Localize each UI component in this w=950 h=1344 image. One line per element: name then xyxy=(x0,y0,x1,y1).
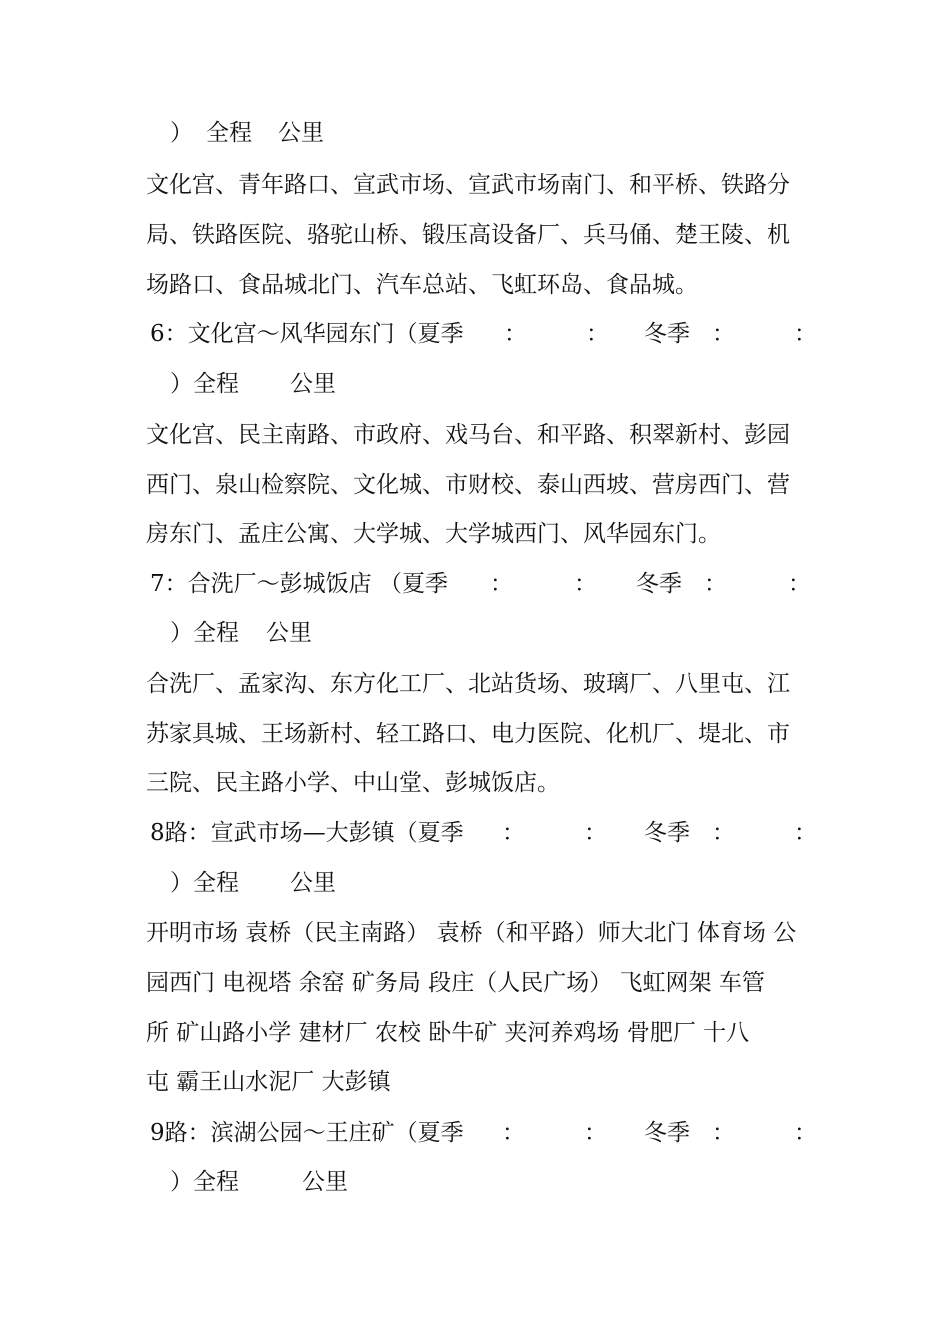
route8-km-label: 公里 xyxy=(290,870,336,896)
route8-stops-line: 所 矿山路小学 建材厂 农校 卧牛矿 夹河养鸡场 骨肥厂 十八 xyxy=(146,1020,750,1046)
route5-stops-line: 场路口、食品城北门、汽车总站、飞虹环岛、食品城。 xyxy=(146,272,698,298)
route6-km-label: 公里 xyxy=(290,371,336,397)
route6-stops-line: 西门、泉山检察院、文化城、市财校、泰山西坡、营房西门、营 xyxy=(146,472,790,498)
route7-stops-line: 三院、民主路小学、中山堂、彭城饭店。 xyxy=(146,770,560,796)
route9-summer-start-colon: ： xyxy=(502,1120,525,1146)
route7-stops-line: 苏家具城、王场新村、轻工路口、电力医院、化机厂、堤北、市 xyxy=(146,721,790,747)
route9-winter-label: 冬季 xyxy=(644,1120,690,1146)
route7-winter-label: 冬季 xyxy=(636,571,682,597)
route6-summer-start-colon: ： xyxy=(504,321,527,347)
route5-stops-line: 文化宫、青年路口、宣武市场、宣武市场南门、和平桥、铁路分 xyxy=(146,172,790,198)
route9-summer-end-colon: ： xyxy=(584,1120,607,1146)
route8-winter-label: 冬季 xyxy=(644,820,690,846)
route8-stops-line: 屯 霸王山水泥厂 大彭镇 xyxy=(146,1069,391,1095)
route9-winter-end-colon: ： xyxy=(794,1120,817,1146)
route6-summer-end-colon: ： xyxy=(586,321,609,347)
route7-stops-line: 合洗厂、孟家沟、东方化工厂、北站货场、玻璃厂、八里屯、江 xyxy=(146,671,790,697)
route6-stops-line: 文化宫、民主南路、市政府、戏马台、和平路、积翠新村、彭园 xyxy=(146,422,790,448)
route7-summer-end-colon: ： xyxy=(574,571,597,597)
route6-header: 6：文化宫～风华园东门（夏季 xyxy=(150,321,464,347)
route7-summer-start-colon: ： xyxy=(490,571,513,597)
route6-winter-start-colon: ： xyxy=(712,321,735,347)
route6-winter-label: 冬季 xyxy=(644,321,690,347)
route8-stops-line: 开明市场 袁桥（民主南路） 袁桥（和平路）师大北门 体育场 公 xyxy=(146,920,797,946)
route7-winter-start-colon: ： xyxy=(704,571,727,597)
route7-winter-end-colon: ： xyxy=(788,571,811,597)
route5-km-label: 公里 xyxy=(278,120,324,146)
route7-header: 7：合洗厂～彭城饭店 （夏季 xyxy=(150,571,448,597)
route8-winter-end-colon: ： xyxy=(794,820,817,846)
route8-stops-line: 园西门 电视塔 余窑 矿务局 段庄（人民广场） 飞虹网架 车管 xyxy=(146,970,765,996)
route9-header: 9路：滨湖公园～王庄矿（夏季 xyxy=(150,1120,464,1146)
route8-summer-start-colon: ： xyxy=(502,820,525,846)
route5-close-paren: ） xyxy=(170,120,193,146)
route5-total-label: 全程 xyxy=(206,120,252,146)
route7-total-label: ）全程 xyxy=(170,620,239,646)
route8-header: 8路：宣武市场—大彭镇（夏季 xyxy=(150,820,464,846)
route8-summer-end-colon: ： xyxy=(584,820,607,846)
route7-km-label: 公里 xyxy=(266,620,312,646)
route9-winter-start-colon: ： xyxy=(712,1120,735,1146)
route6-stops-line: 房东门、孟庄公寓、大学城、大学城西门、风华园东门。 xyxy=(146,521,721,547)
route5-stops-line: 局、铁路医院、骆驼山桥、锻压高设备厂、兵马俑、楚王陵、机 xyxy=(146,222,790,248)
route6-winter-end-colon: ： xyxy=(794,321,817,347)
route9-km-label: 公里 xyxy=(302,1169,348,1195)
route8-total-label: ）全程 xyxy=(170,870,239,896)
route6-total-label: ）全程 xyxy=(170,371,239,397)
route8-winter-start-colon: ： xyxy=(712,820,735,846)
route9-total-label: ）全程 xyxy=(170,1169,239,1195)
